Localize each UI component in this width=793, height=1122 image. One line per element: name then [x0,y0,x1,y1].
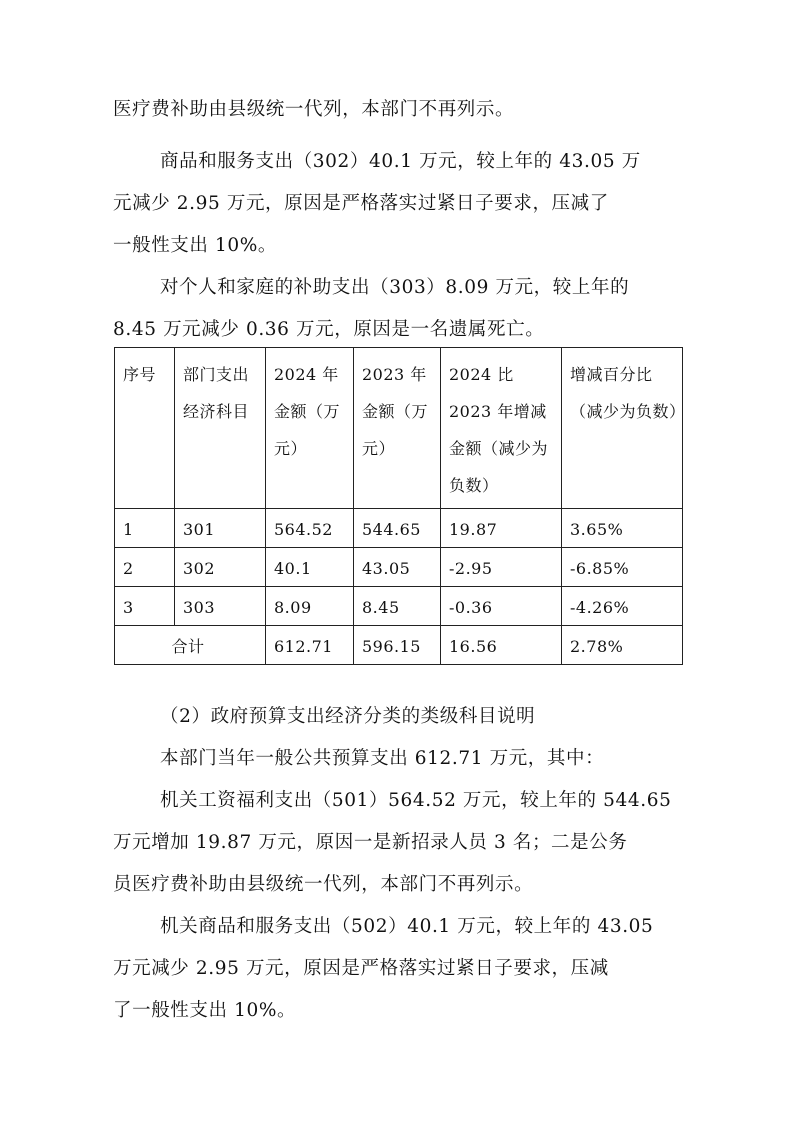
table-cell: 612.71 [266,626,354,665]
section-heading: （2）政府预算支出经济分类的类级科目说明 [160,706,536,727]
table-cell: 8.09 [266,587,354,626]
table-cell: 596.15 [354,626,441,665]
text-line: 万元减少 2.95 万元，原因是严格落实过紧日子要求，压减 [113,958,609,979]
table-cell: 3 [115,587,175,626]
table-cell: -4.26% [562,587,683,626]
text-line: 元减少 2.95 万元，原因是严格落实过紧日子要求，压减了 [113,193,609,214]
table-cell: 302 [175,548,266,587]
text-line: 对个人和家庭的补助支出（303）8.09 万元，较上年的 [160,277,630,298]
header-cell: 增减百分比（减少为负数） [562,348,683,509]
table-total-row [115,626,683,665]
table-row [115,509,683,548]
table-header-row [115,348,683,509]
header-cell: 序号 [115,348,175,509]
table-cell: 8.45 [354,587,441,626]
text-line: 一般性支出 10%。 [113,235,278,256]
table-cell: 564.52 [266,509,354,548]
header-cell: 2024 年金额（万元） [266,348,354,509]
table-cell: 2 [115,548,175,587]
total-label: 合计 [115,626,266,665]
text-line: 机关商品和服务支出（502）40.1 万元，较上年的 43.05 [160,916,654,937]
text-line: 8.45 万元减少 0.36 万元，原因是一名遗属死亡。 [113,319,545,340]
header-cell: 2024 比 2023 年增减金额（减少为负数） [441,348,562,509]
header-cell: 部门支出经济科目 [175,348,266,509]
table-cell: 16.56 [441,626,562,665]
table-cell: 40.1 [266,548,354,587]
text-line: 本部门当年一般公共预算支出 612.71 万元，其中： [160,748,605,769]
table-cell: 303 [175,587,266,626]
text-line: 商品和服务支出（302）40.1 万元，较上年的 43.05 万 [160,151,641,172]
table-cell: -6.85% [562,548,683,587]
table-cell: -0.36 [441,587,562,626]
table-cell: 1 [115,509,175,548]
table-cell: 2.78% [562,626,683,665]
table-cell: 3.65% [562,509,683,548]
text-line: 机关工资福利支出（501）564.52 万元，较上年的 544.65 [160,790,672,811]
table-row [115,587,683,626]
table-cell: 301 [175,509,266,548]
text-line: 万元增加 19.87 万元，原因一是新招录人员 3 名；二是公务 [113,832,628,853]
table-cell: 544.65 [354,509,441,548]
text-line: 了一般性支出 10%。 [113,1000,297,1021]
table-cell: 19.87 [441,509,562,548]
expenditure-table [114,347,686,665]
text-line: 医疗费补助由县级统一代列，本部门不再列示。 [113,99,515,120]
table-cell: -2.95 [441,548,562,587]
text-line: 员医疗费补助由县级统一代列，本部门不再列示。 [113,874,534,895]
header-cell: 2023 年金额（万元） [354,348,441,509]
table-row [115,548,683,587]
table-cell: 43.05 [354,548,441,587]
